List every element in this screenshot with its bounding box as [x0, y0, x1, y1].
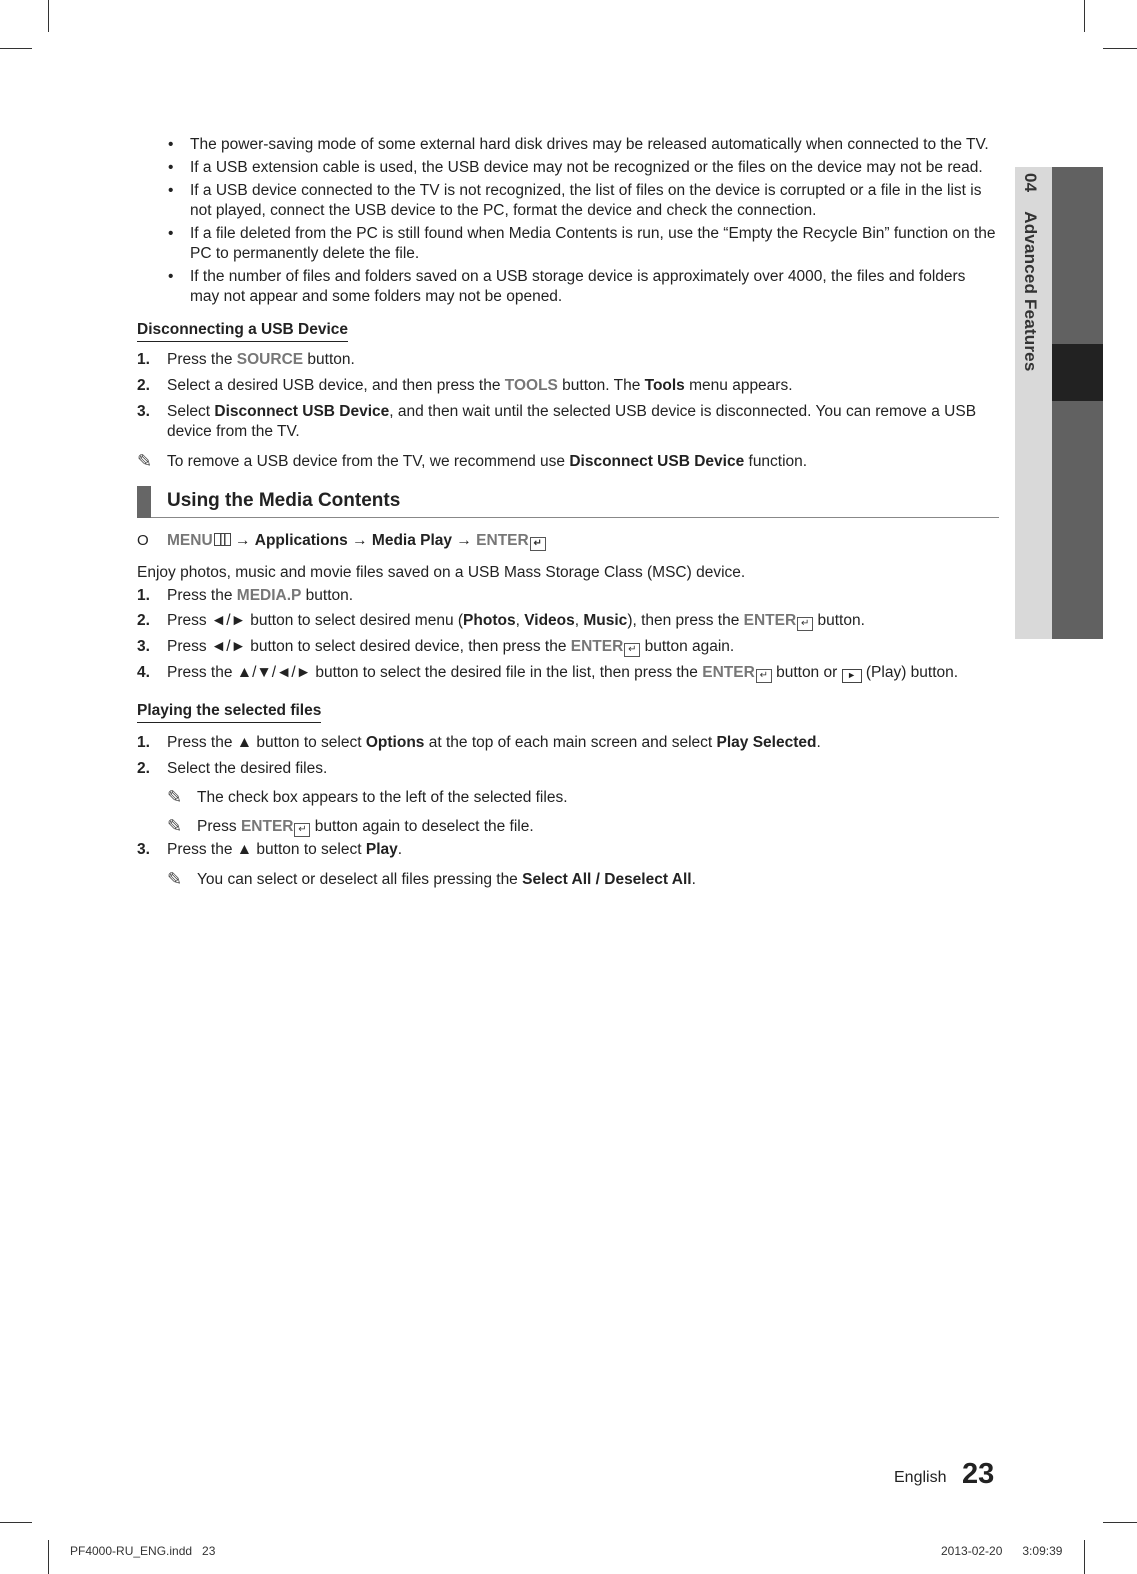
playing-steps-cont — [137, 840, 999, 860]
pencil-note-icon: ✎ — [137, 451, 153, 471]
step-item — [137, 611, 999, 631]
page-number: 23 — [962, 1458, 995, 1490]
step-text: at the top of each main screen and select — [424, 734, 717, 751]
pencil-note-icon: ✎ — [167, 869, 183, 889]
crop-mark — [48, 1540, 49, 1574]
chapter-number: 04 — [1021, 173, 1040, 193]
step-text: , and then wait until the selected USB device is disconnected. You can remove a USB device from the TV. — [167, 403, 977, 440]
play-selected-label: Play Selected — [716, 734, 817, 751]
note — [167, 817, 999, 837]
step-text: Press the — [167, 351, 237, 368]
enter-key-icon: ↵ — [530, 537, 546, 551]
step-text: Press the ▲ button to select — [167, 841, 366, 858]
list-item: • If a USB extension cable is used, the USB device may not be recognized or the files on the device may not be read. — [168, 158, 999, 178]
crop-mark — [48, 0, 49, 32]
tools-menu-name: Tools — [644, 377, 685, 394]
path-arrow: → — [452, 532, 477, 549]
step-text: . — [397, 841, 403, 858]
enter-button-name: ENTER — [240, 818, 294, 835]
play-button-icon: ► — [842, 669, 862, 683]
step-number: 1. — [137, 587, 150, 604]
step-item — [137, 402, 999, 442]
crop-mark — [1103, 48, 1137, 49]
path-arrow: → — [230, 532, 255, 549]
path-arrow: → — [347, 532, 372, 549]
note-text: button again to deselect the file. — [310, 818, 534, 835]
step-text: Select the desired files. — [167, 760, 328, 777]
play-label: Play — [365, 841, 398, 858]
step-item — [137, 759, 999, 779]
media-intro: Enjoy photos, music and movie files saved on a USB Mass Storage Class (MSC) device. — [137, 564, 746, 581]
note-text: . — [691, 871, 696, 888]
menu-grid-icon — [214, 533, 231, 546]
step-text: menu appears. — [684, 377, 793, 394]
pencil-note-icon: ✎ — [167, 787, 183, 807]
step-item — [137, 733, 999, 753]
path-media-play: Media Play — [371, 532, 453, 549]
media-steps — [137, 586, 999, 683]
step-text: button or — [771, 664, 842, 681]
note-text: Press — [197, 818, 241, 835]
step-text: ), then press the — [627, 612, 744, 629]
usb-notes-list — [137, 135, 999, 307]
chapter-tab-active — [1052, 344, 1103, 401]
step-text: (Play) button. — [861, 664, 959, 681]
disconnect-option: Disconnect USB Device — [214, 403, 390, 420]
step-text: button. — [303, 351, 355, 368]
disconnect-heading: Disconnecting a USB Device — [137, 320, 348, 342]
crop-mark — [1084, 1540, 1085, 1574]
print-slug-file: PF4000-RU_ENG.indd 23 — [70, 1544, 216, 1558]
path-enter: ENTER — [476, 532, 529, 549]
list-item: • If the number of files and folders saved on a USB storage device is approximately over 4000, the files and folders may not appear and some folders may not be opened. — [168, 267, 999, 307]
step-item — [137, 637, 999, 657]
chapter-tab-label — [1020, 173, 1040, 372]
step-number: 4. — [137, 664, 150, 681]
step-number: 2. — [137, 760, 150, 777]
print-slug-date: 2013-02-20 3:09:39 — [941, 1544, 1063, 1558]
section-bar — [137, 486, 151, 518]
crop-mark — [1084, 0, 1085, 32]
step-text: Select a desired USB device, and then press the — [167, 377, 505, 394]
crop-mark — [1103, 1522, 1137, 1523]
crop-mark — [0, 48, 32, 49]
step-item — [137, 586, 999, 606]
step-number: 2. — [137, 612, 150, 629]
step-item — [137, 350, 999, 370]
enter-key-icon: ↵ — [797, 617, 813, 631]
options-label: Options — [365, 734, 425, 751]
step-number: 3. — [137, 638, 150, 655]
menu-path — [137, 531, 999, 551]
list-item: • The power-saving mode of some external hard disk drives may be released automatically when connected to the TV. — [168, 135, 999, 155]
list-item: • If a USB device connected to the TV is not recognized, the list of files on the device is corrupted or a file in the list is not played, connect the USB device to the PC, format the device and check the connection. — [168, 181, 999, 221]
menu-photos: Photos — [463, 612, 516, 629]
step-item — [137, 663, 999, 683]
chapter-tab — [1015, 167, 1103, 639]
step-text: Press ◄/► button to select desired menu ( — [167, 612, 464, 629]
note-text: function. — [744, 453, 808, 470]
step-text: Select — [167, 403, 215, 420]
step-text: Press the ▲ button to select — [167, 734, 366, 751]
enter-key-icon: ↵ — [624, 643, 640, 657]
enter-button-name: ENTER — [570, 638, 624, 655]
step-text: button. — [301, 587, 354, 604]
pencil-note-icon: ✎ — [167, 816, 183, 836]
step-text: button again. — [640, 638, 735, 655]
note — [167, 788, 999, 808]
note-bold: Disconnect USB Device — [569, 453, 745, 470]
list-item: • If a file deleted from the PC is still found when Media Contents is run, use the “Empty the Recycle Bin” function on the PC to permanently delete the file. — [168, 224, 999, 264]
disconnect-steps — [137, 350, 999, 442]
playing-heading: Playing the selected files — [137, 701, 321, 723]
step-number: 3. — [137, 841, 150, 858]
playing-steps — [137, 733, 999, 779]
enter-key-icon: ↵ — [294, 823, 310, 837]
step-number: 3. — [137, 403, 150, 420]
step-number: 1. — [137, 734, 150, 751]
source-button-name: SOURCE — [236, 351, 304, 368]
section-title: Using the Media Contents — [167, 490, 401, 511]
step-text: Press ◄/► button to select desired device, then press the — [167, 638, 571, 655]
note-text: You can select or deselect all files pressing the — [197, 871, 523, 888]
crop-mark — [0, 1522, 32, 1523]
media-p-button-name: MEDIA.P — [236, 587, 302, 604]
step-number: 2. — [137, 377, 150, 394]
note-text: To remove a USB device from the TV, we recommend use — [167, 453, 570, 470]
step-text: , — [574, 612, 584, 629]
chapter-title: Advanced Features — [1021, 211, 1040, 372]
chapter-tab-dark-top — [1052, 167, 1103, 344]
step-text: . — [816, 734, 821, 751]
note — [167, 870, 999, 890]
page-content — [137, 135, 999, 890]
footer-language: English — [894, 1469, 947, 1486]
menu-label: MENU — [167, 532, 213, 549]
step-number: 1. — [137, 351, 150, 368]
enter-button-name: ENTER — [743, 612, 797, 629]
enter-button-name: ENTER — [702, 664, 755, 681]
section-header — [137, 486, 999, 518]
menu-hand-icon: O — [137, 532, 149, 549]
path-applications: Applications — [254, 532, 348, 549]
chapter-tab-dark-bottom — [1052, 401, 1103, 639]
step-text: , — [515, 612, 525, 629]
step-text: button. — [813, 612, 865, 629]
menu-music: Music — [583, 612, 628, 629]
menu-videos: Videos — [524, 612, 575, 629]
step-text: Press the ▲/▼/◄/► button to select the desired file in the list, then press the — [167, 664, 703, 681]
note — [137, 452, 999, 472]
step-text: Press the — [167, 587, 237, 604]
step-item — [137, 840, 999, 860]
select-all-label: Select All / Deselect All — [522, 871, 692, 888]
enter-key-icon: ↵ — [756, 669, 772, 683]
note-text: The check box appears to the left of the selected files. — [197, 789, 568, 806]
step-item — [137, 376, 999, 396]
step-text: button. The — [557, 377, 645, 394]
tools-button-name: TOOLS — [504, 377, 558, 394]
